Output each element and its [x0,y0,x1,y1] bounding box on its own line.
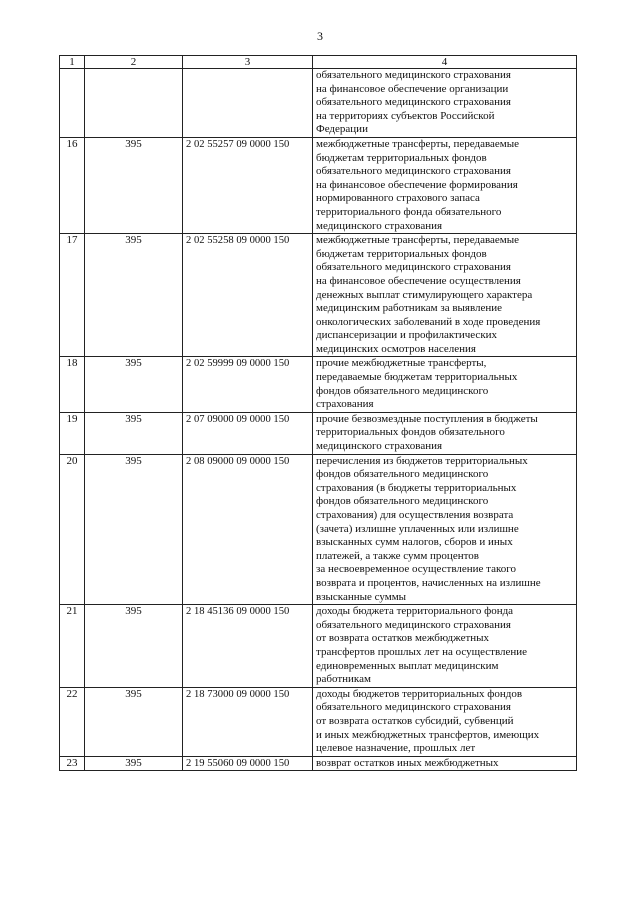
admin-code-cell: 395 [85,412,183,454]
description-line: бюджетам территориальных фондов [316,247,487,260]
description-line: взысканных сумм налогов, сборов и иных [316,536,513,549]
description-line: доходы бюджета территориального фонда [316,605,514,618]
admin-code-cell: 395 [85,687,183,756]
admin-code-cell [85,69,183,138]
row-number-cell: 17 [60,234,85,357]
description-line: за несвоевременное осуществление такого [316,563,516,576]
row-number-cell [60,69,85,138]
row-number-cell: 23 [60,756,85,771]
description-line: денежных выплат стимулирующего характера [316,288,533,301]
row-number-cell: 18 [60,357,85,412]
table-row [60,357,577,412]
column-header: 2 [85,56,183,69]
admin-code-cell: 395 [85,234,183,357]
description-line: возврат остатков иных межбюджетных [316,756,499,769]
budget-code-cell: 2 07 09000 09 0000 150 [183,412,313,454]
description-line: онкологических заболеваний в ходе проведения [316,315,541,328]
description-line: территориального фонда обязательного [316,205,502,218]
row-number-cell: 19 [60,412,85,454]
description-line: передаваемые бюджетам территориальных [316,371,518,384]
description-line: страхования (в бюджеты территориальных [316,481,517,494]
description-cell [313,234,577,357]
description-line: обязательного медицинского страхования [316,618,511,631]
description-line: на финансовое обеспечение осуществления [316,274,521,287]
budget-code-cell [183,69,313,138]
budget-code-cell: 2 02 55257 09 0000 150 [183,137,313,233]
description-cell [313,756,577,771]
description-line: от возврата остатков межбюджетных [316,632,490,645]
column-header: 3 [183,56,313,69]
description-line: диспансеризации и профилактических [316,329,498,342]
description-line: фондов обязательного медицинского [316,384,489,397]
table-row [60,234,577,357]
description-line: (зачета) излишне уплаченных или излишне [316,522,519,535]
description-line: страхования) для осуществления возврата [316,509,514,521]
description-line: целевое назначение, прошлых лет [316,742,476,755]
budget-code-cell: 2 18 73000 09 0000 150 [183,687,313,756]
admin-code-cell: 395 [85,756,183,771]
table-row [60,454,577,605]
description-cell [313,357,577,412]
description-line: обязательного медицинского страхования [316,69,511,81]
description-line: фондов обязательного медицинского [316,468,489,481]
table-row [60,756,577,771]
description-line: платежей, а также сумм процентов [316,549,479,562]
description-line: взысканные суммы [316,590,407,603]
description-line: медицинского страхования [316,440,443,453]
description-line: прочие межбюджетные трансферты, [316,357,487,370]
description-line: на финансовое обеспечение организации [316,82,509,95]
column-header: 1 [60,56,85,69]
budget-code-cell: 2 19 55060 09 0000 150 [183,756,313,771]
description-line: фондов обязательного медицинского [316,495,489,508]
budget-code-cell: 2 02 59999 09 0000 150 [183,357,313,412]
description-line: медицинского страхования [316,219,443,232]
description-line: страхования [316,398,374,411]
table-row [60,137,577,233]
row-number-cell: 22 [60,687,85,756]
description-line: возврата и процентов, начисленных на излишне [316,576,541,589]
description-line: нормированного страхового запаса [316,192,480,205]
description-line: прочие безвозмездные поступления в бюджеты [316,412,538,425]
description-line: трансфертов прошлых лет на осуществление [316,645,528,658]
budget-code-cell: 2 08 09000 09 0000 150 [183,454,313,605]
description-cell [313,69,577,138]
admin-code-cell: 395 [85,605,183,688]
description-cell [313,454,577,605]
column-header: 4 [313,56,577,69]
table-header-row [60,56,577,69]
table-row [60,687,577,756]
budget-code-cell: 2 18 45136 09 0000 150 [183,605,313,688]
description-line: обязательного медицинского страхования [316,96,511,109]
table-row [60,605,577,688]
description-line: медицинских осмотров населения [316,342,476,355]
table-row [60,412,577,454]
description-line: работникам [316,673,371,686]
page-number: 3 [317,29,323,43]
description-line: Федерации [316,123,368,136]
description-line: на финансовое обеспечение формирования [316,178,518,191]
description-line: медицинским работникам за выявление [316,302,503,315]
description-cell [313,605,577,688]
budget-code-cell: 2 02 55258 09 0000 150 [183,234,313,357]
description-line: и иных межбюджетных трансфертов, имеющих [316,728,540,741]
row-number-cell: 21 [60,605,85,688]
description-line: территориальных фондов обязательного [316,426,505,439]
admin-code-cell: 395 [85,454,183,605]
admin-code-cell: 395 [85,357,183,412]
description-line: на территориях субъектов Российской [316,109,495,122]
description-cell [313,137,577,233]
description-line: обязательного медицинского страхования [316,261,511,274]
description-line: единовременных выплат медицинским [316,659,499,672]
description-line: обязательного медицинского страхования [316,701,511,714]
description-line: перечисления из бюджетов территориальных [316,454,528,467]
description-line: бюджетам территориальных фондов [316,151,487,164]
table-body [60,69,577,771]
description-line: межбюджетные трансферты, передаваемые [316,137,520,150]
description-line: от возврата остатков субсидий, субвенций [316,714,514,727]
description-line: межбюджетные трансферты, передаваемые [316,234,520,247]
description-cell [313,412,577,454]
revenue-codes-table [59,55,577,771]
row-number-cell: 20 [60,454,85,605]
description-line: доходы бюджетов территориальных фондов [316,687,523,700]
table-row [60,69,577,138]
description-line: обязательного медицинского страхования [316,165,511,178]
admin-code-cell: 395 [85,137,183,233]
row-number-cell: 16 [60,137,85,233]
description-cell [313,687,577,756]
